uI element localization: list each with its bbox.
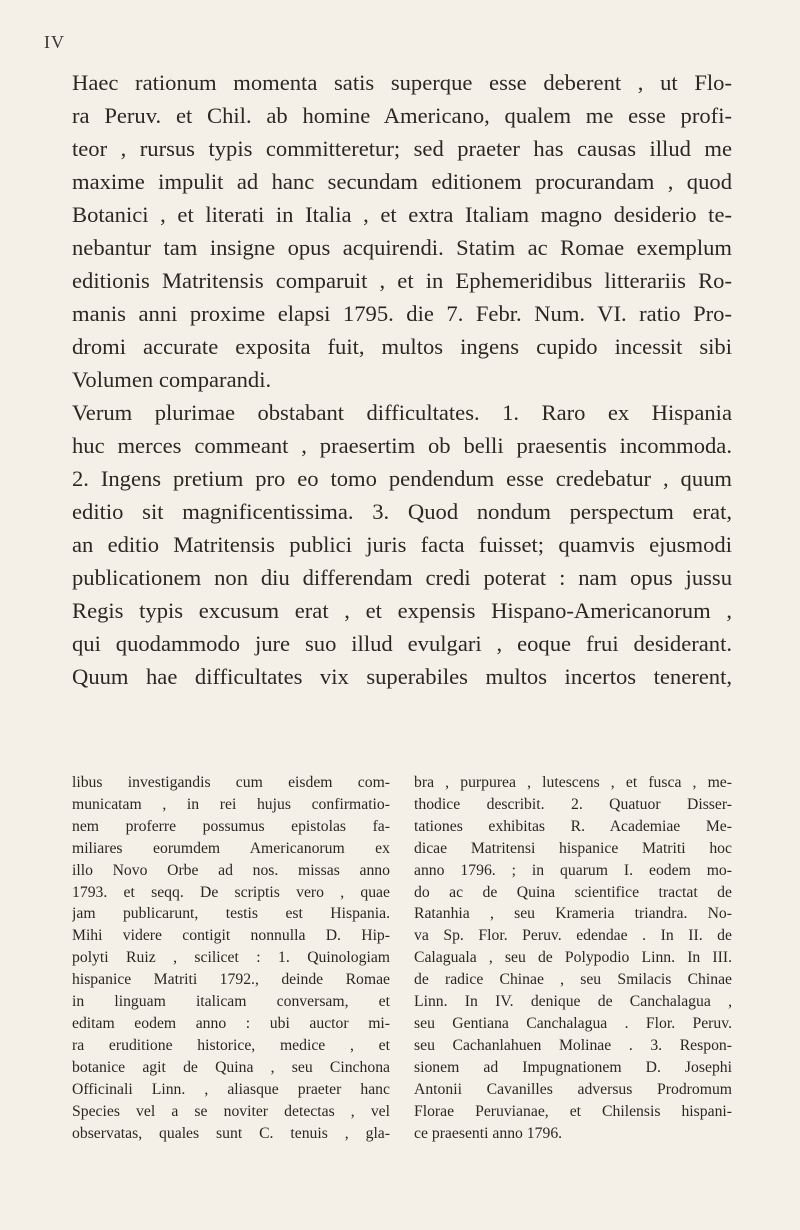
main-text-line: publicationem non diu differendam credi poterat : nam opus jussu bbox=[72, 565, 732, 590]
footnote-line: libus investigandis cum eisdem com- bbox=[72, 774, 390, 791]
page-number: IV bbox=[44, 32, 65, 52]
footnote-line: 1793. et seqq. De scriptis vero , quae bbox=[72, 883, 390, 901]
main-text-line: Quum hae difficultates vix superabiles multos incertos tenerent, bbox=[72, 664, 732, 689]
footnote-left-column bbox=[72, 772, 390, 1144]
footnote-line: Mihi videre contigit nonnulla D. Hip- bbox=[72, 927, 390, 945]
footnote-line: illo Novo Orbe ad nos. missas anno bbox=[72, 861, 390, 879]
footnote-line: Officinali Linn. , aliasque praeter hanc bbox=[72, 1080, 390, 1098]
footnote-line: bra , purpurea , lutescens , et fusca , me- bbox=[414, 774, 732, 791]
main-text-line: 2. Ingens pretium pro eo tomo pendendum esse credebatur , quum bbox=[72, 466, 732, 491]
main-text-line: dromi accurate exposita fuit, multos ingens cupido incessit sibi bbox=[72, 334, 732, 359]
main-text-line: Volumen comparandi. bbox=[72, 367, 272, 392]
footnote-line: tationes exhibitas R. Academiae Me- bbox=[414, 817, 732, 835]
footnote-line: observatas, quales sunt C. tenuis , gla- bbox=[72, 1124, 390, 1142]
footnote-line: seu Cachanlahuen Molinae . 3. Respon- bbox=[414, 1036, 732, 1054]
footnote-line: Linn. In IV. denique de Canchalagua , bbox=[414, 993, 732, 1011]
footnote-line: polyti Ruiz , scilicet : 1. Quinologiam bbox=[72, 949, 390, 967]
footnote-line: Ratanhia , seu Krameria triandra. No- bbox=[414, 905, 732, 923]
main-text-line: manis anni proxime elapsi 1795. die 7. Febr. Num. VI. ratio Pro- bbox=[72, 301, 732, 326]
footnote-line: thodice describit. 2. Quatuor Disser- bbox=[414, 795, 732, 813]
main-text-block bbox=[72, 66, 732, 693]
main-text-line: editio sit magnificentissima. 3. Quod nondum perspectum erat, bbox=[72, 499, 732, 524]
main-text-line: nebantur tam insigne opus acquirendi. Statim ac Romae exemplum bbox=[72, 235, 732, 260]
main-text-line: maxime impulit ad hanc secundam editionem procurandam , quod bbox=[72, 169, 732, 194]
footnote-line: Calaguala , seu de Polypodio Linn. In III. bbox=[414, 949, 732, 967]
main-text-line: Botanici , et literati in Italia , et extra Italiam magno desiderio te- bbox=[72, 202, 732, 227]
footnote-line: ce praesenti anno 1796. bbox=[414, 1124, 563, 1142]
footnote-right-column bbox=[414, 772, 732, 1144]
footnote-line: Antonii Cavanilles adversus Prodromum bbox=[414, 1080, 732, 1098]
footnote-line: in linguam italicam conversam, et bbox=[72, 993, 390, 1011]
main-text-line: teor , rursus typis committeretur; sed praeter has causas illud me bbox=[72, 136, 732, 161]
footnote-line: miliares eorumdem Americanorum ex bbox=[72, 839, 390, 857]
footnote-line: ra eruditione historice, medice , et bbox=[72, 1036, 390, 1054]
main-text-line: ra Peruv. et Chil. ab homine Americano, qualem me esse profi- bbox=[72, 103, 732, 128]
footnote-line: va Sp. Flor. Peruv. edendae . In II. de bbox=[414, 927, 732, 945]
main-text-line: an editio Matritensis publici juris facta fuisset; quamvis ejusmodi bbox=[72, 532, 732, 557]
footnote-line: anno 1796. ; in quarum I. eodem mo- bbox=[414, 861, 732, 879]
main-text-line: Regis typis excusum erat , et expensis Hispano-Americanorum , bbox=[72, 598, 732, 623]
footnote-line: municatam , in rei hujus confirmatio- bbox=[72, 795, 390, 813]
footnote-columns bbox=[72, 772, 732, 1212]
main-text-line: Verum plurimae obstabant difficultates. 1. Raro ex Hispania bbox=[72, 400, 732, 425]
footnote-line: jam publicarunt, testis est Hispania. bbox=[72, 905, 390, 923]
footnote-line: de radice Chinae , seu Smilacis Chinae bbox=[414, 971, 732, 989]
footnote-line: botanice agit de Quina , seu Cinchona bbox=[72, 1058, 390, 1076]
footnote-line: hispanice Matriti 1792., deinde Romae bbox=[72, 971, 390, 989]
footnote-line: nem proferre possumus epistolas fa- bbox=[72, 817, 390, 835]
main-text-line: editionis Matritensis comparuit , et in Ephemeridibus litterariis Ro- bbox=[72, 268, 732, 293]
main-text-line: Haec rationum momenta satis superque esse deberent , ut Flo- bbox=[72, 70, 732, 95]
main-text-line: qui quodammodo jure suo illud evulgari , eoque frui desiderant. bbox=[72, 631, 732, 656]
footnote-line: dicae Matritensi hispanice Matriti hoc bbox=[414, 839, 732, 857]
footnote-line: Florae Peruvianae, et Chilensis hispani- bbox=[414, 1102, 732, 1120]
footnote-line: sionem ad Impugnationem D. Josephi bbox=[414, 1058, 732, 1076]
footnote-line: Species vel a se noviter detectas , vel bbox=[72, 1102, 390, 1120]
main-text-line: huc merces commeant , praesertim ob belli praesentis incommoda. bbox=[72, 433, 732, 458]
footnote-line: do ac de Quina scientifice tractat de bbox=[414, 883, 732, 901]
footnote-line: editam eodem anno : ubi auctor mi- bbox=[72, 1014, 390, 1032]
footnote-line: seu Gentiana Canchalagua . Flor. Peruv. bbox=[414, 1014, 732, 1032]
